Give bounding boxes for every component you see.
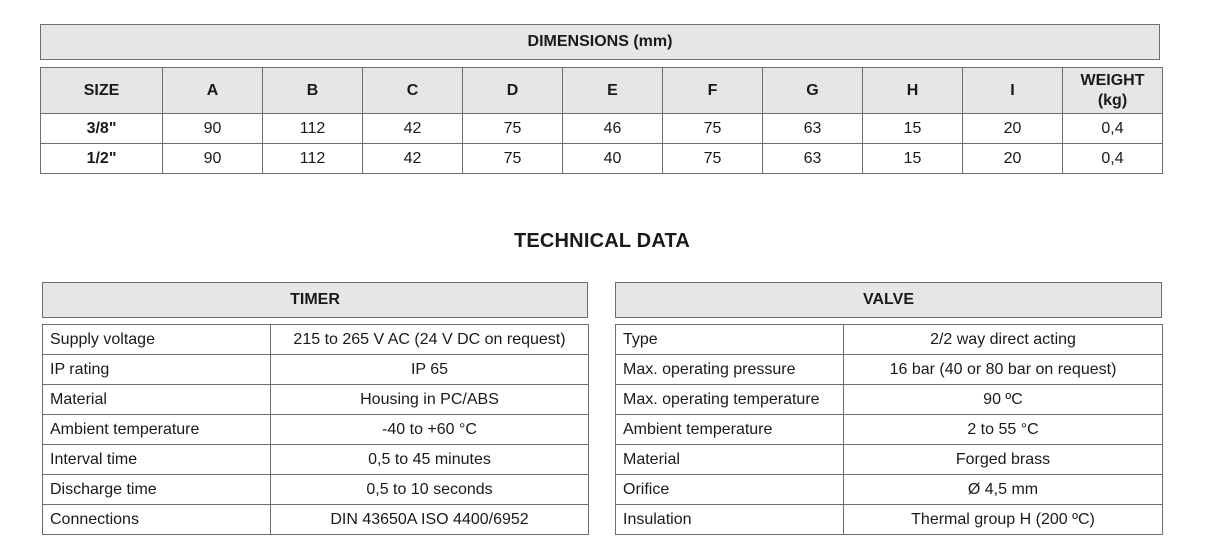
valve-title: VALVE [615, 282, 1162, 318]
header-b: B [263, 68, 363, 114]
valve-table [615, 324, 1163, 535]
table-cell: 75 [463, 114, 563, 144]
table-row [616, 475, 1163, 505]
table-row [616, 385, 1163, 415]
spec-label: Interval time [43, 445, 271, 475]
table-cell: 42 [363, 114, 463, 144]
dimensions-header-row [41, 68, 1163, 114]
table-cell: 112 [263, 144, 363, 174]
header-size: SIZE [41, 68, 163, 114]
table-row [43, 445, 589, 475]
header-g: G [763, 68, 863, 114]
table-cell: 46 [563, 114, 663, 144]
table-row [43, 505, 589, 535]
table-cell: 112 [263, 114, 363, 144]
spec-value: Ø 4,5 mm [844, 475, 1163, 505]
spec-label: Discharge time [43, 475, 271, 505]
spec-label: Ambient temperature [43, 415, 271, 445]
spec-label: Insulation [616, 505, 844, 535]
table-cell: 75 [663, 144, 763, 174]
timer-table [42, 324, 589, 535]
spec-value: IP 65 [271, 355, 589, 385]
table-cell: 90 [163, 114, 263, 144]
table-cell: 15 [863, 144, 963, 174]
spec-label: Supply voltage [43, 325, 271, 355]
table-row [43, 385, 589, 415]
header-f: F [663, 68, 763, 114]
dimensions-table [40, 67, 1163, 174]
table-cell: 0,4 [1063, 144, 1163, 174]
table-cell: 75 [663, 114, 763, 144]
spec-value: 215 to 265 V AC (24 V DC on request) [271, 325, 589, 355]
header-c: C [363, 68, 463, 114]
table-cell: 75 [463, 144, 563, 174]
spec-label: Material [616, 445, 844, 475]
spec-value: 16 bar (40 or 80 bar on request) [844, 355, 1163, 385]
table-row [43, 475, 589, 505]
table-row [41, 144, 1163, 174]
dimensions-title: DIMENSIONS (mm) [40, 24, 1160, 60]
header-a: A [163, 68, 263, 114]
header-i: I [963, 68, 1063, 114]
table-cell: 0,4 [1063, 114, 1163, 144]
timer-title: TIMER [42, 282, 588, 318]
spec-label: Material [43, 385, 271, 415]
header-d: D [463, 68, 563, 114]
table-row [41, 114, 1163, 144]
spec-value: -40 to +60 °C [271, 415, 589, 445]
spec-value: 0,5 to 10 seconds [271, 475, 589, 505]
table-row [616, 505, 1163, 535]
spec-label: Type [616, 325, 844, 355]
table-row [43, 325, 589, 355]
table-cell: 15 [863, 114, 963, 144]
table-row [43, 415, 589, 445]
spec-value: Thermal group H (200 ºC) [844, 505, 1163, 535]
table-cell: 20 [963, 144, 1063, 174]
spec-label: Ambient temperature [616, 415, 844, 445]
spec-value: 2/2 way direct acting [844, 325, 1163, 355]
table-cell: 63 [763, 114, 863, 144]
spec-label: Max. operating temperature [616, 385, 844, 415]
table-cell: 90 [163, 144, 263, 174]
table-row [616, 355, 1163, 385]
spec-label: Connections [43, 505, 271, 535]
technical-data-title: TECHNICAL DATA [513, 230, 691, 252]
table-cell: 63 [763, 144, 863, 174]
size-cell: 1/2" [41, 144, 163, 174]
spec-value: 2 to 55 °C [844, 415, 1163, 445]
spec-label: Orifice [616, 475, 844, 505]
table-row [616, 415, 1163, 445]
header-h: H [863, 68, 963, 114]
header-weight: WEIGHT (kg) [1063, 68, 1163, 114]
header-e: E [563, 68, 663, 114]
table-cell: 42 [363, 144, 463, 174]
spec-label: Max. operating pressure [616, 355, 844, 385]
spec-value: 0,5 to 45 minutes [271, 445, 589, 475]
table-cell: 20 [963, 114, 1063, 144]
table-row [43, 355, 589, 385]
spec-value: Forged brass [844, 445, 1163, 475]
spec-value: Housing in PC/ABS [271, 385, 589, 415]
table-row [616, 325, 1163, 355]
size-cell: 3/8" [41, 114, 163, 144]
spec-value: 90 ºC [844, 385, 1163, 415]
table-cell: 40 [563, 144, 663, 174]
spec-value: DIN 43650A ISO 4400/6952 [271, 505, 589, 535]
table-row [616, 445, 1163, 475]
spec-label: IP rating [43, 355, 271, 385]
